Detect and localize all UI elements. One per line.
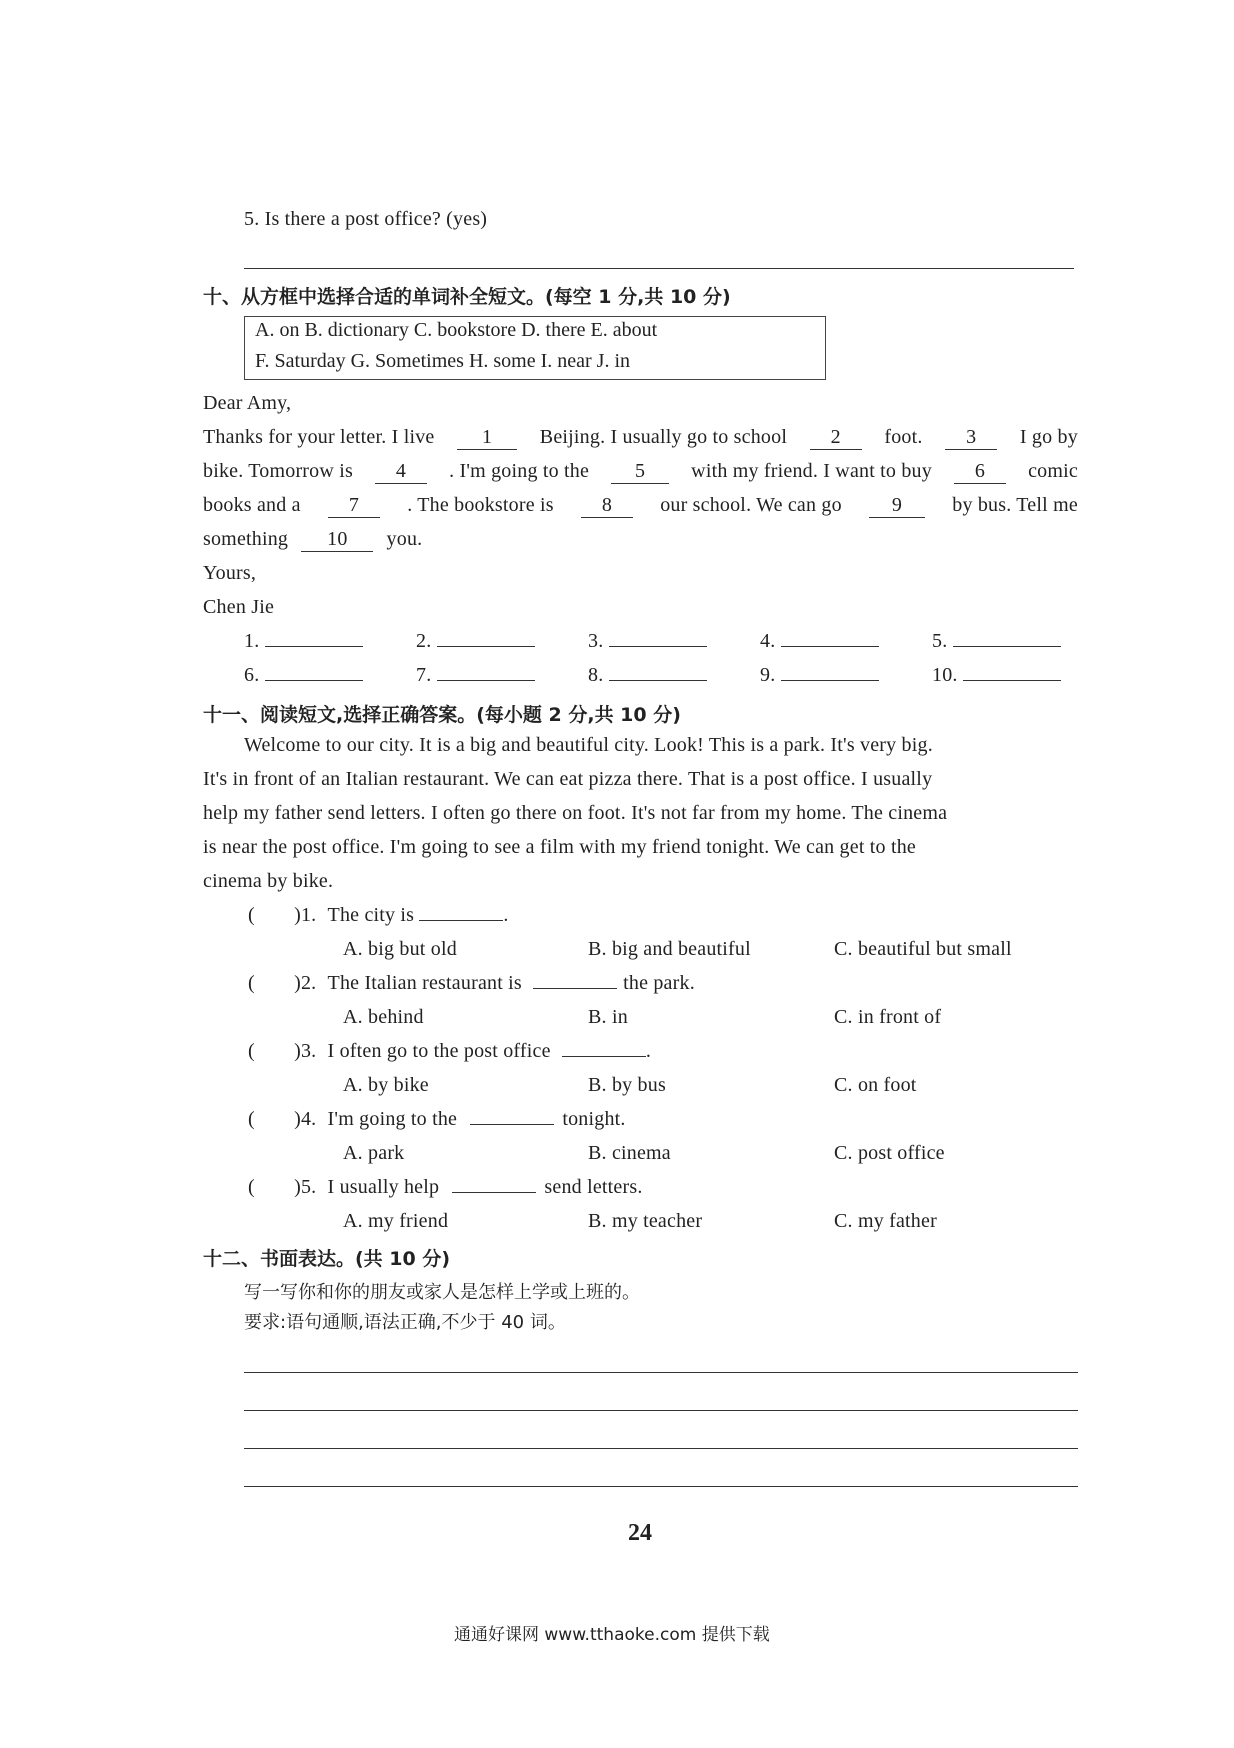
answer-slot-10: 10. <box>932 664 1061 687</box>
letter-blank-6: 6 <box>954 460 1006 484</box>
answer-paren: ( <box>248 1108 255 1130</box>
option-c: C. on foot <box>834 1074 917 1096</box>
option-a: A. my friend <box>343 1210 449 1232</box>
answer-paren: ( <box>248 1040 255 1062</box>
letter-blank-1: 1 <box>457 426 517 450</box>
letter-text: books and a <box>203 494 301 516</box>
answer-paren: ( <box>248 972 255 994</box>
letter-text: I go by <box>1019 426 1078 448</box>
letter-blank-7: 7 <box>328 494 380 518</box>
letter-blank-3: 3 <box>945 426 997 450</box>
letter-line-1 <box>203 426 1078 450</box>
letter-text: something <box>203 528 289 550</box>
writing-requirement: 要求:语句通顺,语法正确,不少于 40 词。 <box>244 1312 566 1333</box>
word-box-row-1: A. on B. dictionary C. bookstore D. there E. about <box>255 319 658 341</box>
letter-text: our school. We can go <box>660 494 842 516</box>
writing-line <box>244 1410 1078 1411</box>
answer-slot-1: 1. <box>244 630 363 653</box>
answer-slot-8: 8. <box>588 664 707 687</box>
letter-blank-9: 9 <box>869 494 925 518</box>
writing-line <box>244 1448 1078 1449</box>
answer-line-q5 <box>244 268 1074 269</box>
passage-line-1: Welcome to our city. It is a big and beautiful city. Look! This is a park. It's very big. <box>244 734 933 756</box>
section-12-heading: 十二、书面表达。(共 10 分) <box>203 1248 451 1270</box>
passage-line-2: It's in front of an Italian restaurant. We can eat pizza there. That is a post office. I usually <box>203 768 933 790</box>
writing-line <box>244 1372 1078 1373</box>
passage-line-3: help my father send letters. I often go there on foot. It's not far from my home. The cinema <box>203 802 948 824</box>
letter-text: by bus. Tell me <box>952 494 1078 516</box>
letter-blank-5: 5 <box>611 460 669 484</box>
letter-blank-4: 4 <box>375 460 427 484</box>
answer-slot-3: 3. <box>588 630 707 653</box>
passage-line-5: cinema by bike. <box>203 870 334 892</box>
answer-slot-5: 5. <box>932 630 1061 653</box>
word-box <box>244 316 826 380</box>
passage-line-4: is near the post office. I'm going to see a film with my friend tonight. We can get to the <box>203 836 916 858</box>
option-b: B. big and beautiful <box>588 938 751 960</box>
answer-slot-2: 2. <box>416 630 535 653</box>
letter-line-2 <box>203 460 1078 484</box>
writing-line <box>244 1486 1078 1487</box>
answer-paren: ( <box>248 904 255 926</box>
option-a: A. big but old <box>343 938 457 960</box>
answer-paren: ( <box>248 1176 255 1198</box>
letter-text: . The bookstore is <box>407 494 554 516</box>
letter-text: comic <box>1028 460 1078 482</box>
option-b: B. my teacher <box>588 1210 703 1232</box>
page-number: 24 <box>628 1520 652 1546</box>
section-10-heading: 十、从方框中选择合适的单词补全短文。(每空 1 分,共 10 分) <box>203 286 731 308</box>
section-11-heading: 十一、阅读短文,选择正确答案。(每小题 2 分,共 10 分) <box>203 704 681 726</box>
option-a: A. behind <box>343 1006 424 1028</box>
option-b: B. in <box>588 1006 628 1028</box>
letter-blank-10: 10 <box>301 528 373 552</box>
writing-task: 写一写你和你的朋友或家人是怎样上学或上班的。 <box>244 1282 640 1303</box>
question-row: ( )4. I'm going to the tonight. <box>248 1108 626 1130</box>
answer-slot-4: 4. <box>760 630 879 653</box>
answer-slot-7: 7. <box>416 664 535 687</box>
answer-slot-9: 9. <box>760 664 879 687</box>
option-c: C. in front of <box>834 1006 942 1028</box>
letter-line-3 <box>203 494 1078 518</box>
question-5: 5. Is there a post office? (yes) <box>244 208 488 230</box>
answer-slot-6: 6. <box>244 664 363 687</box>
option-c: C. post office <box>834 1142 945 1164</box>
letter-signature: Chen Jie <box>203 596 275 618</box>
letter-salutation: Dear Amy, <box>203 392 292 414</box>
footer-watermark: 通通好课网 www.tthaoke.com 提供下载 <box>454 1625 770 1645</box>
letter-text: Thanks for your letter. I live <box>203 426 435 448</box>
question-row: ( )1. The city is . <box>248 904 509 926</box>
question-row: ( )5. I usually help send letters. <box>248 1176 643 1198</box>
option-b: B. by bus <box>588 1074 666 1096</box>
letter-line-4 <box>203 528 422 552</box>
letter-text: you. <box>386 528 423 550</box>
letter-closing: Yours, <box>203 562 257 584</box>
letter-text: bike. Tomorrow is <box>203 460 353 482</box>
option-a: A. by bike <box>343 1074 429 1096</box>
question-row: ( )2. The Italian restaurant is the park. <box>248 972 695 994</box>
word-box-row-2: F. Saturday G. Sometimes H. some I. near J. in <box>255 350 631 372</box>
letter-blank-2: 2 <box>810 426 862 450</box>
question-row: ( )3. I often go to the post office . <box>248 1040 652 1062</box>
option-c: C. my father <box>834 1210 937 1232</box>
letter-text: . I'm going to the <box>449 460 590 482</box>
letter-text: with my friend. I want to buy <box>691 460 932 482</box>
letter-text: foot. <box>884 426 923 448</box>
letter-blank-8: 8 <box>581 494 633 518</box>
option-b: B. cinema <box>588 1142 671 1164</box>
option-c: C. beautiful but small <box>834 938 1012 960</box>
letter-text: Beijing. I usually go to school <box>539 426 788 448</box>
option-a: A. park <box>343 1142 405 1164</box>
